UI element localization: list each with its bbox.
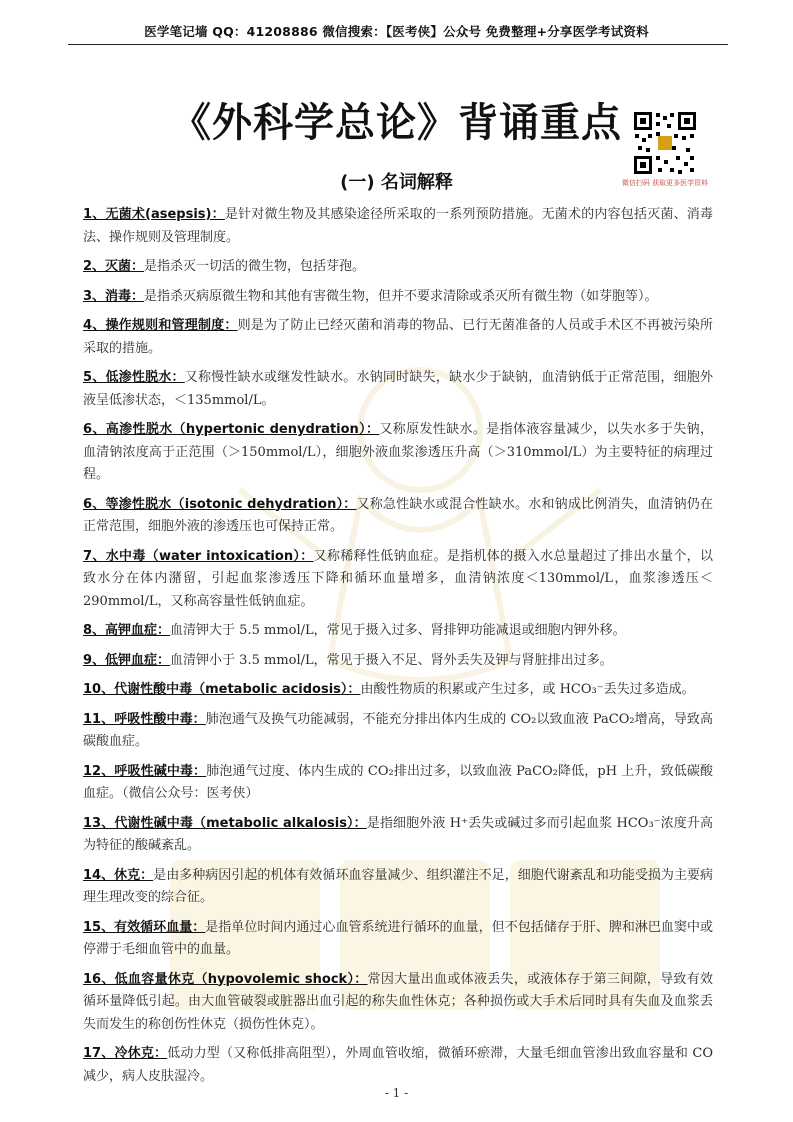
definition-entry bbox=[83, 620, 713, 643]
definition-text: 则是为了防止已经灭菌和消毒的物品、已行无菌准备的人员或手术区不再被污染所采取的措施。 bbox=[83, 318, 713, 356]
definition-term: 6、高渗性脱水（hypertonic denydration）： bbox=[83, 422, 380, 437]
header-banner: 医学笔记墙 QQ：41208886 微信搜索：【医考侠】公众号 免费整理+分享医学考试资料 bbox=[144, 24, 649, 39]
definition-term: 12、呼吸性碱中毒： bbox=[83, 763, 207, 779]
definition-term: 2、灭菌： bbox=[83, 259, 145, 274]
definition-text: 又称慢性缺水或继发性缺水。水钠同时缺失，缺水少于缺钠，血清钠低于正常范围，细胞外液呈低渗状态，＜135mmol/L。 bbox=[83, 370, 713, 408]
definition-text: 血清钾大于 5.5 mmol/L，常见于摄入过多、肾排钾功能减退或细胞内钾外移。 bbox=[170, 623, 626, 638]
definition-entry bbox=[83, 917, 713, 962]
definition-entry bbox=[83, 419, 713, 487]
definition-term: 11、呼吸性酸中毒： bbox=[83, 711, 206, 727]
definition-entry bbox=[83, 204, 713, 249]
document-title: 《外科学总论》背诵重点 bbox=[171, 100, 622, 146]
definition-list bbox=[83, 204, 713, 1095]
definition-entry bbox=[83, 286, 713, 309]
definition-entry bbox=[83, 546, 713, 614]
definition-term: 16、低血容量休克（hypovolemic shock）： bbox=[83, 971, 368, 987]
definition-text: 肺泡通气及换气功能减弱，不能充分排出体内生成的 CO₂以致血液 PaCO₂增高，导致高碳酸血症。 bbox=[83, 711, 714, 749]
definition-entry bbox=[83, 650, 713, 673]
header-divider bbox=[68, 44, 728, 45]
definition-entry bbox=[83, 761, 713, 806]
qr-caption: 微信扫码 获取更多医学资料 bbox=[621, 179, 709, 187]
definition-term: 10、代谢性酸中毒（metabolic acidosis）： bbox=[83, 682, 361, 697]
definition-entry bbox=[83, 813, 713, 858]
definition-text: 又称急性缺水或混合性缺水。水和钠成比例消失，血清钠仍在正常范围，细胞外液的渗透压也可保持正常。 bbox=[83, 496, 713, 534]
definition-term: 5、低渗性脱水： bbox=[83, 370, 185, 385]
definition-term: 4、操作规则和管理制度： bbox=[83, 318, 238, 333]
definition-entry bbox=[83, 315, 713, 360]
definition-entry bbox=[83, 709, 713, 754]
definition-text: 肺泡通气过度、体内生成的 CO₂排出过多，以致血液 PaCO₂降低，pH 上升，致低碳酸血症。（微信公众号：医考侠） bbox=[83, 763, 714, 801]
definition-entry bbox=[83, 679, 713, 702]
definition-term: 3、消毒： bbox=[83, 288, 145, 304]
definition-term: 8、高钾血症： bbox=[83, 623, 171, 638]
definition-text: 是指杀灭一切活的微生物，包括芽孢。 bbox=[144, 259, 366, 274]
definition-text: 是针对微生物及其感染途径所采取的一系列预防措施。无菌术的内容包括灭菌、消毒法、操作规则及管理制度。 bbox=[83, 207, 713, 245]
definition-term: 14、休克： bbox=[83, 867, 154, 883]
qr-code[interactable] bbox=[632, 110, 698, 176]
definition-term: 17、冷休克： bbox=[83, 1046, 168, 1061]
definition-text: 血清钾小于 3.5 mmol/L，常见于摄入不足、肾外丢失及钾与肾脏排出过多。 bbox=[170, 652, 613, 668]
definition-entry bbox=[83, 1043, 713, 1088]
definition-entry bbox=[83, 969, 713, 1037]
definition-term: 7、水中毒（water intoxication）： bbox=[83, 548, 314, 564]
definition-term: 6、等渗性脱水（isotonic dehydration）： bbox=[83, 496, 357, 512]
definition-term: 13、代谢性碱中毒（metabolic alkalosis）： bbox=[83, 815, 367, 831]
definition-text: 常因大量出血或体液丢失，或液体存于第三间隙，导致有效循环量降低引起。由大血管破裂或脏器出血引起的称失血性休克；各种损伤或大手术后同时具有失血及血浆丢失而发生的称创伤性休克（损伤性休克）。 bbox=[83, 971, 713, 1032]
definition-entry bbox=[83, 367, 713, 412]
definition-text: 是指单位时间内通过心血管系统进行循环的血量，但不包括储存于肝、脾和淋巴血窦中或停滞于毛细血管中的血量。 bbox=[83, 919, 713, 957]
definition-text: 是由多种病因引起的机体有效循环血容量减少、组织灌注不足，细胞代谢紊乱和功能受损为主要病理生理改变的综合征。 bbox=[83, 867, 713, 905]
definition-text: 又称原发性缺水。是指体液容量减少，以失水多于失钠，血清钠浓度高于正范围（＞150mmol/L），细胞外液血浆渗透压升高（＞310mmol/L）为主要特征的病理过程。 bbox=[83, 422, 713, 482]
definition-entry bbox=[83, 865, 713, 910]
definition-text: 由酸性物质的积累或产生过多，或 HCO₃⁻丢失过多造成。 bbox=[360, 682, 695, 697]
definition-term: 1、无菌术(asepsis)： bbox=[83, 207, 225, 222]
page-number: - 1 - bbox=[384, 1086, 409, 1100]
definition-text: 又称稀释性低钠血症。是指机体的摄入水总量超过了排出水量个，以致水分在体内潴留，引起血浆渗透压下降和循环血量增多，血清钠浓度＜130mmol/L，血浆渗透压＜290mmol/L，又称高容量性低钠血症。 bbox=[83, 548, 713, 609]
definition-text: 低动力型（又称低排高阻型），外周血管收缩，微循环瘀滞，大量毛细血管渗出致血容量和 CO 减少，病人皮肤湿冷。 bbox=[83, 1046, 713, 1084]
definition-entry bbox=[83, 494, 713, 539]
definition-entry bbox=[83, 256, 713, 279]
definition-term: 15、有效循环血量： bbox=[83, 919, 206, 935]
section-heading: (一) 名词解释 bbox=[340, 172, 453, 193]
definition-text: 是指细胞外液 H⁺丢失或碱过多而引起血浆 HCO₃⁻浓度升高为特征的酸碱紊乱。 bbox=[83, 815, 713, 853]
definition-text: 是指杀灭病原微生物和其他有害微生物，但并不要求清除或杀灭所有微生物（如芽胞等）。 bbox=[144, 288, 658, 304]
definition-term: 9、低钾血症： bbox=[83, 652, 171, 668]
